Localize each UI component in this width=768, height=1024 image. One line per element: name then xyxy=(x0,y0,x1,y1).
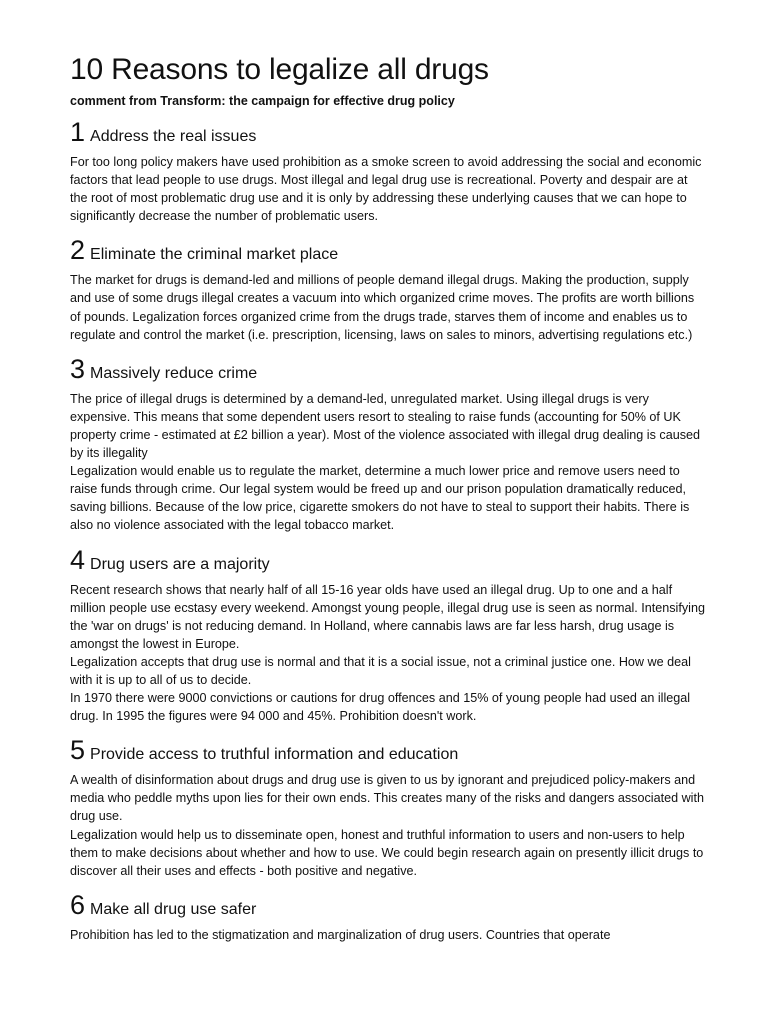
section-paragraph: A wealth of disinformation about drugs and drug use is given to us by ignorant and prejudiced policy-makers and media who peddle myths upon lies for their own ends. This creates many of the risks and dangers associated with drug use. xyxy=(70,773,704,824)
section-paragraph: Prohibition has led to the stigmatization and marginalization of drug users. Countries that operate xyxy=(70,927,611,942)
section-number: 2 xyxy=(70,235,86,266)
section-number: 1 xyxy=(70,117,86,147)
section-6 xyxy=(70,891,708,944)
section-4 xyxy=(70,546,708,726)
section-heading xyxy=(70,118,708,148)
section-heading-text: Make all drug use safer xyxy=(90,900,257,918)
section-heading-text: Drug users are a majority xyxy=(90,555,270,573)
document-subtitle: comment from Transform: the campaign for effective drug policy xyxy=(70,94,455,108)
section-number: 6 xyxy=(70,889,86,920)
section-paragraph: The price of illegal drugs is determined by a demand-led, unregulated market. Using illegal drugs is very expensive. This means that some dependent users resort to stealing to raise funds (accounting for 50% of UK property crime - estimated at £2 billion a year). Most of the violence associated with illegal drug dealing is caused by its illegality xyxy=(70,391,701,461)
section-number: 3 xyxy=(70,353,86,384)
section-heading xyxy=(70,736,708,766)
section-heading xyxy=(70,546,708,576)
section-heading xyxy=(70,236,708,266)
section-heading-text: Address the real issues xyxy=(90,128,257,145)
section-5 xyxy=(70,736,708,880)
section-heading xyxy=(70,891,708,921)
sections-container xyxy=(70,118,708,944)
section-number: 4 xyxy=(70,544,86,575)
section-3 xyxy=(70,355,708,535)
section-number: 5 xyxy=(70,735,86,766)
section-1 xyxy=(70,118,708,225)
section-heading xyxy=(70,355,708,385)
section-heading-text: Massively reduce crime xyxy=(90,364,258,382)
section-paragraph: Legalization would help us to disseminate open, honest and truthful information to users and non-users to help them to make decisions about whether and how to use. We could begin research again on presently illicit drugs to discover all their uses and effects - both positive and negative. xyxy=(70,827,704,878)
section-heading-text: Provide access to truthful information and education xyxy=(90,746,459,764)
section-paragraph: Legalization accepts that drug use is normal and that it is a social issue, not a criminal justice one. How we deal with it is up to all of us to decide. xyxy=(70,654,691,687)
section-paragraph: For too long policy makers have used prohibition as a smoke screen to avoid addressing the social and economic factors that lead people to use drugs. Most illegal and legal drug use is recreational. Poverty and despair are at the root of most problematic drug use and it is only by addressing these underlying causes that we can hope to significantly decrease the number of problematic users. xyxy=(70,155,702,224)
section-paragraph: Legalization would enable us to regulate the market, determine a much lower price and remove users need to raise funds through crime. Our legal system would be freed up and our prison population dramatically reduced, saving billions. Because of the low price, cigarette smokers do not have to steal to support their habits. There is also no violence associated with the legal tobacco market. xyxy=(70,464,690,533)
document-title: 10 Reasons to legalize all drugs xyxy=(70,53,489,86)
section-heading-text: Eliminate the criminal market place xyxy=(90,246,339,264)
section-2 xyxy=(70,236,708,343)
section-paragraph: In 1970 there were 9000 convictions or cautions for drug offences and 15% of young people had used an illegal drug. In 1995 the figures were 94 000 and 45%. Prohibition doesn't work. xyxy=(70,691,691,724)
section-paragraph: The market for drugs is demand-led and millions of people demand illegal drugs. Making the production, supply and use of some drugs illegal creates a vacuum into which organized crime moves. The profits are worth billions of pounds. Legalization forces organized crime from the drugs trade, starves them of income and enables us to regulate and control the market (i.e. prescription, licensing, laws on sales to minors, advertising regulations etc.) xyxy=(70,273,695,342)
section-paragraph: Recent research shows that nearly half of all 15-16 year olds have used an illegal drug. Up to one and a half million people use ecstasy every weekend. Amongst young people, illegal drug use is seen as normal. Intensifying the 'war on drugs' is not reducing demand. In Holland, where cannabis laws are far less harsh, drug usage is amongst the lowest in Europe. xyxy=(70,582,705,651)
